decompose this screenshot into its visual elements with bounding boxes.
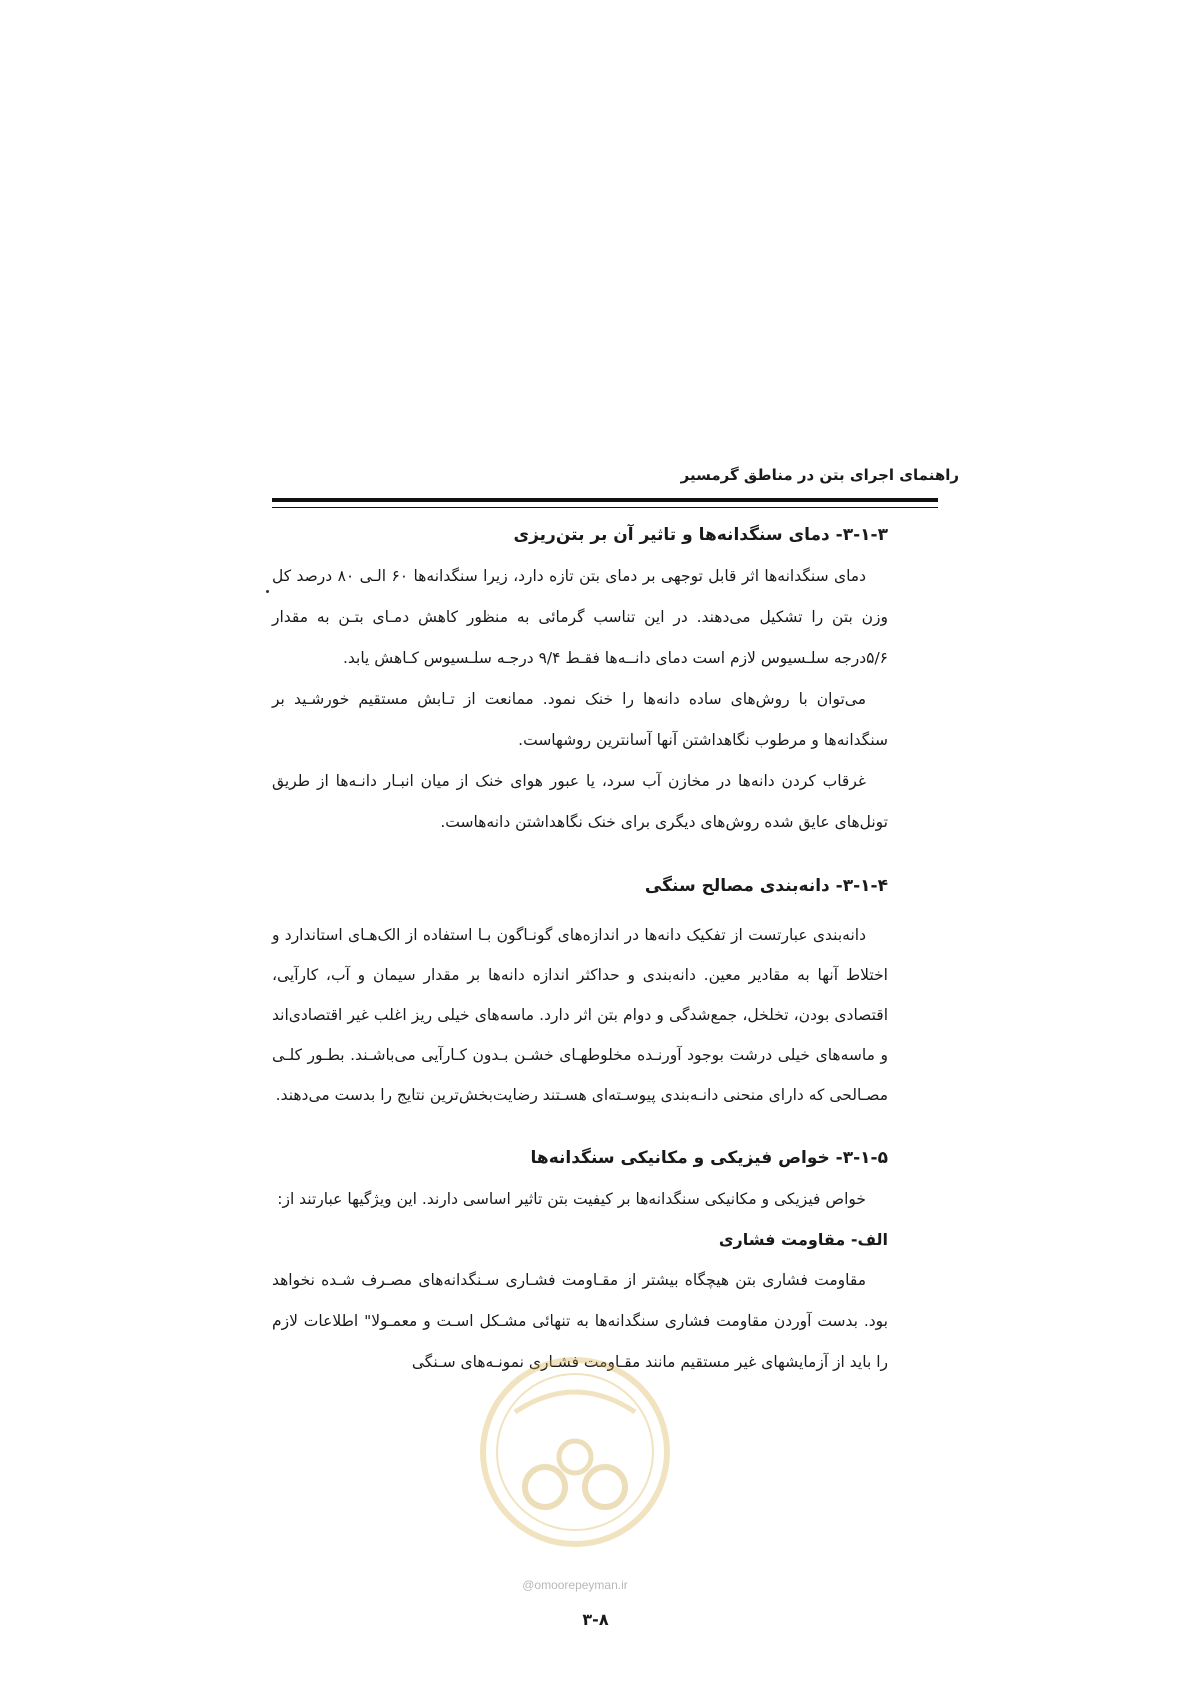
paragraph: مقاومت فشاری بتن هیچگاه بیشتر از مقـاومت فشـاری سـنگدانه‌های مصـرف شـده نخواهد بود. بدست آوردن مقاومت فشاری سنگدانه‌ها به تنهائی مشـکل اسـت و معمـولا" اطلاعات لازم را باید از آزمایشهای غیر مستقیم مانند مقـاومت فشـاری نمونـه‌های سـنگی xyxy=(272,1271,888,1371)
page-content xyxy=(272,520,888,1383)
header-rule-thick xyxy=(272,498,938,502)
paragraph: دانه‌بندی عبارتست از تفکیک دانه‌ها در اندازه‌های گونـاگون بـا استفاده از الک‌هـای استاندارد و اختلاط آنها به مقادیر معین. دانه‌بندی و حداکثر اندازه دانه‌ها بر مقدار سیمان و آب، کارآیی، اقتصادی بودن، تخلخل، جمع‌شدگی و دوام بتن اثر دارد. ماسه‌های خیلی ریز اغلب غیر اقتصادی‌اند و ماسه‌های خیلی درشت بوجود آورنـده مخلوطهـای خشـن بـدون کـارآیی می‌باشـند. بطـور کلـی مصـالحی که دارای منحنی دانـه‌بندی پیوسـته‌ای هسـتند رضایت‌بخش‌ترین نتایج را بدست می‌دهند. xyxy=(272,926,888,1104)
sub-heading-compressive-strength: الف- مقاومت فشاری xyxy=(718,1230,888,1249)
spacer xyxy=(272,1115,888,1143)
margin-dot xyxy=(266,590,269,593)
header-rule-thin xyxy=(272,507,938,508)
spacer xyxy=(272,843,888,871)
paragraph: می‌توان با روش‌های ساده دانه‌ها را خنک نمود. ممانعت از تـابش مستقیم خورشـید بر سنگدانه‌ها و مرطوب نگاهداشتن آنها آسانترین روشهاست. xyxy=(272,690,888,749)
running-header: راهنمای اجرای بتن در مناطق گرمسیر xyxy=(680,466,959,484)
section-heading-3-1-4: ۳-۱-۴- دانه‌بندی مصالح سنگی xyxy=(644,876,888,896)
paragraph: دمای سنگدانه‌ها اثر قابل توجهی بر دمای بتن تازه دارد، زیرا سنگدانه‌ها ۶۰ الـی ۸۰ درصد کل وزن بتن را تشکیل می‌دهند. در این تناسب گرمائی به منظور کاهش دمـای بتـن به مقدار ۵/۶درجه سلـسیوس لازم است دمای دانــه‌ها فقـط ۹/۴ درجـه سلـسیوس کـاهش یابد. xyxy=(272,567,888,667)
paragraph: غرقاب کردن دانه‌ها در مخازن آب سرد، یا عبور هوای خنک از میان انبـار دانـه‌ها از طریق تونل‌های عایق شده روش‌های دیگری برای خنک نگاهداشتن دانه‌هاست. xyxy=(272,772,888,831)
spacer xyxy=(272,901,888,915)
paragraph: خواص فیزیکی و مکانیکی سنگدانه‌ها بر کیفیت بتن تاثیر اساسی دارند. این ویژگیها عبارتند از: xyxy=(277,1190,866,1208)
section-heading-3-1-5: ۳-۱-۵- خواص فیزیکی و مکانیکی سنگدانه‌ها xyxy=(530,1148,888,1168)
watermark-url: @omoorepeyman.ir xyxy=(522,1578,628,1592)
page-number: ۳-۸ xyxy=(582,1610,609,1629)
section-heading-3-1-3: ۳-۱-۳- دمای سنگدانه‌ها و تاثیر آن بر بتن‌ریزی xyxy=(513,525,888,545)
